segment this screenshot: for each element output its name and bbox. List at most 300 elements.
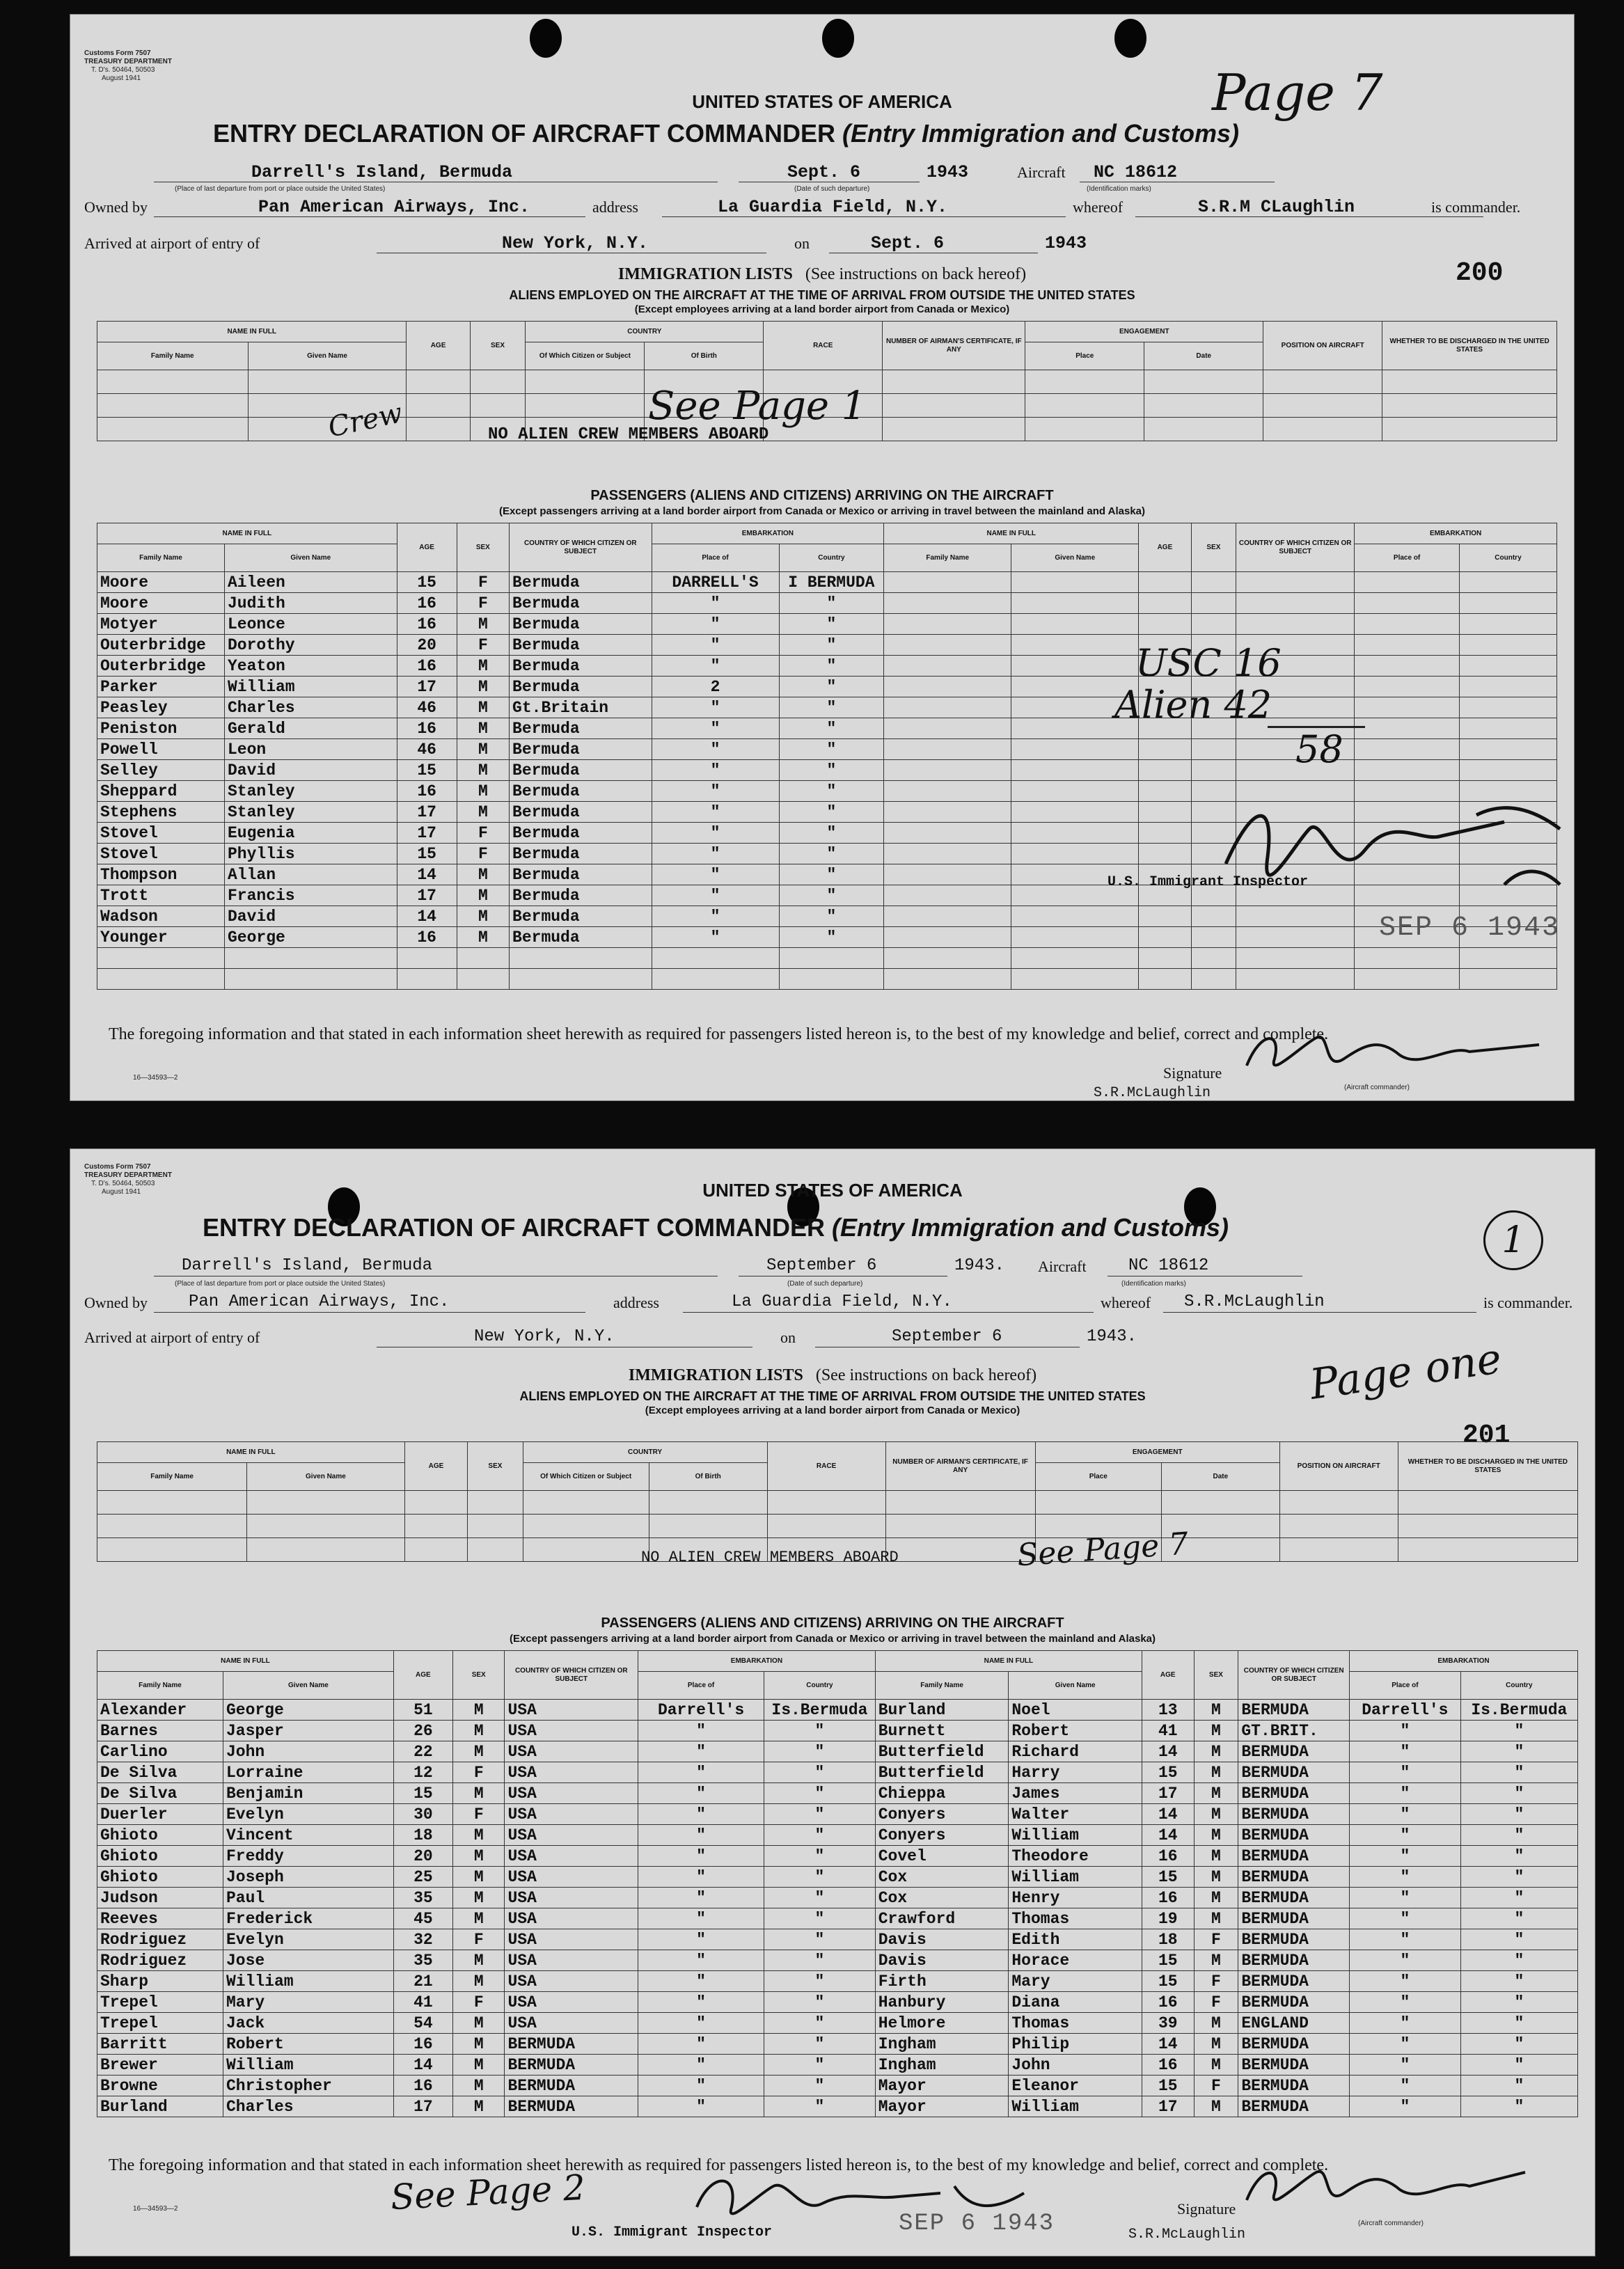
passenger-age: 20 [397,635,457,656]
passenger-family-r: Hanbury [875,1992,1009,2013]
passenger-ecountry: " [764,1846,876,1867]
passenger-age: 16 [393,2034,452,2055]
passenger-family-r: Chieppa [875,1783,1009,1804]
aliens-subtitle: (Except employees arriving at a land border airport from Canada or Mexico) [634,303,1010,315]
passenger-sex-r: M [1194,1908,1238,1929]
passenger-sex: M [457,718,509,739]
passenger-family-r [884,864,1011,885]
passenger-given-r [1011,614,1139,635]
passenger-given-r: Horace [1009,1950,1142,1971]
passenger-country-r [1236,614,1355,635]
aliens-title: ALIENS EMPLOYED ON THE AIRCRAFT AT THE TIME OF ARRIVAL FROM OUTSIDE THE UNITED STATES [519,1389,1146,1403]
crew-header-citizen: Of Which Citizen or Subject [526,342,645,370]
passenger-age: 16 [397,927,457,948]
passenger-family-r: Ingham [875,2034,1009,2055]
passenger-place: " [652,635,779,656]
passenger-family: Brewer [97,2055,223,2076]
ident-caption: (Identification marks) [1087,185,1151,193]
passenger-age: 20 [393,1846,452,1867]
passenger-given-r: Theodore [1009,1846,1142,1867]
passenger-age: 54 [393,2013,452,2034]
passenger-ecountry: " [779,718,884,739]
passenger-age-r: 16 [1142,1846,1194,1867]
crew-header-race: RACE [767,1442,885,1491]
passenger-country-r: BERMUDA [1238,1867,1350,1888]
passenger-family: Stovel [97,823,225,844]
passenger-sex: M [452,1908,505,1929]
crew-header-given: Given Name [247,1463,405,1491]
passenger-family-r: Ingham [875,2055,1009,2076]
passenger-place-r: " [1350,1804,1461,1825]
pass-header-family-r: Family Name [875,1672,1009,1700]
passenger-age-r: 16 [1142,1992,1194,2013]
passenger-country: Gt.Britain [510,697,652,718]
crew-header-position: POSITION ON AIRCRAFT [1279,1442,1398,1491]
passenger-given: Francis [224,885,397,906]
pass-header-embark: EMBARKATION [652,523,884,544]
passenger-given: Judith [224,593,397,614]
certification-text: The foregoing information and that stated in each information sheet herewith as required for passengers listed hereon is, to the best of my knowledge and belief, correct and complete. [109,2156,1329,2174]
passenger-age [397,948,457,969]
passenger-sex: F [452,1762,505,1783]
passengers-title: PASSENGERS (ALIENS AND CITIZENS) ARRIVING ON THE AIRCRAFT [601,1615,1064,1631]
form-title [203,1213,1229,1242]
passenger-place: " [638,2013,764,2034]
passenger-age: 17 [397,677,457,697]
passenger-given: Aileen [224,572,397,593]
passenger-place: " [638,1929,764,1950]
passenger-family-r [884,635,1011,656]
passenger-place [652,969,779,990]
passenger-place-r [1355,739,1460,760]
form-title-suffix: (Entry Immigration and Customs) [831,1213,1229,1242]
passenger-family-r [884,885,1011,906]
crew-header-date: Date [1144,342,1263,370]
passenger-age-r [1139,593,1191,614]
passenger-ecountry-r: " [1460,1846,1577,1867]
crew-header-cert: NUMBER OF AIRMAN'S CERTIFICATE, IF ANY [885,1442,1035,1491]
arrival-year: 1943 [1045,233,1087,253]
crew-header-country: COUNTRY [526,322,764,342]
passenger-age: 16 [397,614,457,635]
passenger-given: Jose [223,1950,393,1971]
passenger-age: 15 [393,1783,452,1804]
address-label: address [592,198,638,216]
passenger-sex-r [1191,760,1236,781]
passenger-sex-r: M [1194,1825,1238,1846]
form-date: August 1941 [102,1188,141,1196]
passenger-sex: F [457,572,509,593]
passenger-given-r: Henry [1009,1888,1142,1908]
passenger-ecountry: " [764,2034,876,2055]
crew-header-family: Family Name [97,342,249,370]
passenger-given: George [223,1700,393,1721]
passenger-age-r [1139,844,1191,864]
pass-header-name: NAME IN FULL [97,1651,394,1672]
passenger-family: Moore [97,572,225,593]
passenger-age: 16 [397,593,457,614]
passenger-place-r: " [1350,2096,1461,2117]
passenger-sex-r: F [1194,1992,1238,2013]
commander-name: S.R.McLaughlin [1184,1292,1325,1311]
passenger-country: USA [505,2013,638,2034]
pass-header-sex: SEX [457,523,509,572]
table-row [97,1908,1578,1929]
pass-header-embark-r: EMBARKATION [1350,1651,1578,1672]
passenger-age-r: 13 [1142,1700,1194,1721]
passenger-country-r: BERMUDA [1238,1804,1350,1825]
passenger-sex-r: M [1194,2096,1238,2117]
passenger-given-r: Walter [1009,1804,1142,1825]
passenger-country: USA [505,1950,638,1971]
immigration-note: (See instructions on back hereof) [805,265,1027,283]
commander-suffix: is commander. [1431,198,1521,216]
passenger-family: Carlino [97,1741,223,1762]
passenger-age-r: 15 [1142,2076,1194,2096]
passenger-ecountry: " [779,760,884,781]
tally-total: 58 [1295,727,1343,771]
certification-text: The foregoing information and that stated in each information sheet herewith as required for passengers listed hereon is, to the best of my knowledge and belief, correct and complete. [109,1025,1329,1043]
passenger-ecountry: " [779,739,884,760]
passenger-ecountry-r: " [1460,2055,1577,2076]
serial-number: 200 [1456,258,1504,288]
passenger-ecountry: " [779,593,884,614]
pass-header-ecountry-r: Country [1460,1672,1577,1700]
passenger-age: 32 [393,1929,452,1950]
passenger-given-r [1011,593,1139,614]
passenger-given-r [1011,572,1139,593]
passenger-ecountry: " [764,2076,876,2096]
table-row [97,969,1557,990]
passenger-ecountry-r: " [1460,1908,1577,1929]
passenger-sex-r: M [1194,2013,1238,2034]
passenger-age-r: 17 [1142,1783,1194,1804]
passenger-given: Charles [224,697,397,718]
passenger-sex-r: M [1194,1804,1238,1825]
passenger-given-r [1011,969,1139,990]
passenger-place: " [638,1992,764,2013]
passenger-sex: M [457,906,509,927]
passenger-family-r: Butterfield [875,1741,1009,1762]
passenger-country: USA [505,1804,638,1825]
passenger-place: " [638,1971,764,1992]
crew-header-name: NAME IN FULL [97,322,407,342]
passenger-country: USA [505,1721,638,1741]
passenger-age: 14 [393,2055,452,2076]
owner-label: Owned by [84,1294,148,1311]
ident-caption: (Identification marks) [1121,1280,1186,1288]
signature-caption: (Aircraft commander) [1358,2220,1424,2227]
passenger-ecountry-r [1459,593,1556,614]
passenger-sex: M [452,1846,505,1867]
passenger-age: 22 [393,1741,452,1762]
passenger-family: Trepel [97,2013,223,2034]
passenger-country-r: BERMUDA [1238,1741,1350,1762]
passenger-age-r: 15 [1142,1867,1194,1888]
passenger-family-r [884,677,1011,697]
table-row [97,1741,1578,1762]
passenger-ecountry-r: " [1460,1929,1577,1950]
passenger-ecountry-r: " [1460,1721,1577,1741]
passenger-sex [457,969,509,990]
passenger-sex: M [457,885,509,906]
passenger-given [224,969,397,990]
passenger-ecountry: " [779,802,884,823]
inspector-signature-scribble [1212,787,1574,926]
passenger-place: " [652,781,779,802]
departure-date-caption: (Date of such departure) [787,1280,863,1288]
passenger-sex-r [1191,593,1236,614]
table-row [97,1700,1578,1721]
passenger-place: " [638,1908,764,1929]
passenger-given: Robert [223,2034,393,2055]
passenger-place: " [638,1867,764,1888]
passenger-family: De Silva [97,1762,223,1783]
immigration-title: IMMIGRATION LISTS [617,265,793,283]
crew-header-discharge: WHETHER TO BE DISCHARGED IN THE UNITED STATES [1398,1442,1577,1491]
crew-header-race: RACE [764,322,883,370]
passenger-ecountry: " [764,2013,876,2034]
crew-header-name: NAME IN FULL [97,1442,405,1463]
passenger-country: Bermuda [510,844,652,864]
passenger-age-r [1139,614,1191,635]
table-row [97,1762,1578,1783]
passenger-ecountry-r [1459,572,1556,593]
passenger-sex: M [457,697,509,718]
table-row [97,2076,1578,2096]
passenger-sex-r [1191,969,1236,990]
passenger-family: Selley [97,760,225,781]
passenger-ecountry-r: " [1460,1783,1577,1804]
commander-signature [1240,2151,1532,2214]
passenger-place: " [638,1888,764,1908]
passenger-sex-r: M [1194,1846,1238,1867]
passenger-country: Bermuda [510,677,652,697]
passenger-given: Evelyn [223,1804,393,1825]
passenger-age-r [1139,760,1191,781]
passenger-given: Leonce [224,614,397,635]
crew-header-discharge: WHETHER TO BE DISCHARGED IN THE UNITED STATES [1382,322,1557,370]
passenger-ecountry: " [764,2096,876,2117]
passenger-age-r [1139,948,1191,969]
whereof-label: whereof [1101,1294,1151,1311]
pass-header-ecountry-r: Country [1459,544,1556,572]
table-row [97,656,1557,677]
passenger-family: Parker [97,677,225,697]
passenger-given: Benjamin [223,1783,393,1804]
crew-header-position: POSITION ON AIRCRAFT [1263,322,1382,370]
punch-hole [822,19,854,58]
table-row [97,2096,1578,2117]
form-id: Customs Form 7507 [84,1163,151,1171]
pass-header-sex: SEX [452,1651,505,1700]
passenger-country-r: BERMUDA [1238,1908,1350,1929]
passenger-country-r: BERMUDA [1238,2034,1350,2055]
passenger-ecountry: " [779,656,884,677]
passenger-age: 26 [393,1721,452,1741]
passenger-place: " [652,885,779,906]
passenger-place-r: " [1350,1846,1461,1867]
passenger-place: " [638,1950,764,1971]
passenger-age: 14 [397,906,457,927]
owner-label: Owned by [84,198,148,216]
signature-label: Signature [1163,1064,1222,1082]
passenger-age-r [1139,572,1191,593]
table-row [97,1888,1578,1908]
passenger-family-r [884,781,1011,802]
passenger-age-r: 15 [1142,1950,1194,1971]
pass-header-age-r: AGE [1139,523,1191,572]
passenger-country-r: ENGLAND [1238,2013,1350,2034]
passenger-given-r [1011,906,1139,927]
passenger-place-r: " [1350,1762,1461,1783]
address: La Guardia Field, N.Y. [718,197,948,217]
passenger-country: Bermuda [510,614,652,635]
signature-label: Signature [1177,2200,1236,2217]
passenger-place-r: " [1350,1888,1461,1908]
passenger-place: 2 [652,677,779,697]
passenger-family: Peniston [97,718,225,739]
table-row [97,1846,1578,1867]
passenger-sex: M [452,1741,505,1762]
passenger-age: 15 [397,844,457,864]
passenger-sex [457,948,509,969]
form-title-text: ENTRY DECLARATION OF AIRCRAFT COMMANDER [203,1213,825,1242]
crew-header-birth: Of Birth [645,342,764,370]
passenger-country-r: BERMUDA [1238,1929,1350,1950]
passenger-given-r: Robert [1009,1721,1142,1741]
passengers-table [97,1650,1578,2117]
passenger-family: Ghioto [97,1846,223,1867]
pass-header-age-r: AGE [1142,1651,1194,1700]
departure-year: 1943. [954,1256,1005,1275]
aircraft-label: Aircraft [1017,164,1066,181]
passenger-family: Motyer [97,614,225,635]
passenger-sex: M [452,1867,505,1888]
no-crew-text: NO ALIEN CREW MEMBERS ABOARD [641,1549,899,1566]
immigration-note: (See instructions on back hereof) [815,1366,1037,1384]
passenger-ecountry: " [779,844,884,864]
table-row [97,927,1557,948]
passenger-ecountry-r: Is.Bermuda [1460,1700,1577,1721]
immigration-title: IMMIGRATION LISTS [628,1366,803,1384]
passenger-ecountry: " [779,864,884,885]
passenger-age-r [1139,823,1191,844]
passenger-given-r [1011,802,1139,823]
passenger-given-r [1011,844,1139,864]
departure-place: Darrell's Island, Bermuda [251,162,513,182]
passenger-age-r: 15 [1142,1971,1194,1992]
table-row [97,2055,1578,2076]
arrival-year: 1943. [1087,1327,1137,1346]
passenger-age-r: 14 [1142,2034,1194,2055]
passenger-age: 16 [397,718,457,739]
passenger-place-r: " [1350,2055,1461,2076]
passenger-country: Bermuda [510,864,652,885]
passenger-family-r: Davis [875,1950,1009,1971]
passenger-family-r [884,906,1011,927]
passenger-sex-r: F [1194,1929,1238,1950]
passenger-sex: M [457,656,509,677]
passenger-place-r: " [1350,1992,1461,2013]
passenger-given-r [1011,656,1139,677]
departure-date: Sept. 6 [787,162,861,182]
pass-header-country-r: COUNTRY OF WHICH CITIZEN OR SUBJECT [1238,1651,1350,1700]
passenger-age: 16 [393,2076,452,2096]
pass-header-name: NAME IN FULL [97,523,397,544]
aircraft-id: NC 18612 [1094,162,1178,182]
passenger-place-r: " [1350,1825,1461,1846]
inspector-title: U.S. Immigrant Inspector [1107,874,1309,890]
passenger-ecountry [779,948,884,969]
passenger-family-r [884,760,1011,781]
pass-header-given-r: Given Name [1011,544,1139,572]
departure-place: Darrell's Island, Bermuda [182,1256,433,1275]
departure-year: 1943 [927,162,969,182]
passenger-given: Vincent [223,1825,393,1846]
passenger-country: USA [505,1929,638,1950]
passenger-sex-r: M [1194,1867,1238,1888]
passenger-country-r [1236,593,1355,614]
passenger-ecountry-r: " [1460,2013,1577,2034]
passenger-ecountry: I BERMUDA [779,572,884,593]
passenger-ecountry: " [764,1908,876,1929]
passenger-given [224,948,397,969]
passenger-country-r: BERMUDA [1238,1950,1350,1971]
margin-note: Crew [325,397,406,444]
passenger-age-r: 15 [1142,1762,1194,1783]
arrival-place: New York, N.Y. [474,1327,615,1346]
passenger-family: Barritt [97,2034,223,2055]
no-crew-text: NO ALIEN CREW MEMBERS ABOARD [488,425,769,444]
pass-header-country: COUNTRY OF WHICH CITIZEN OR SUBJECT [510,523,652,572]
table-row [97,948,1557,969]
passenger-given: Phyllis [224,844,397,864]
passenger-family-r [884,969,1011,990]
department: TREASURY DEPARTMENT [84,58,172,65]
page-note: Page 7 [1212,63,1383,122]
pass-header-name-r: NAME IN FULL [875,1651,1142,1672]
pass-header-given-r: Given Name [1009,1672,1142,1700]
passenger-family-r: Burland [875,1700,1009,1721]
form-date: August 1941 [102,74,141,82]
passenger-family [97,948,225,969]
passenger-given-r: John [1009,2055,1142,2076]
passenger-place-r [1355,948,1460,969]
passenger-given-r: Eleanor [1009,2076,1142,2096]
passenger-family: Stephens [97,802,225,823]
passenger-sex-r: M [1194,1700,1238,1721]
passenger-age: 46 [397,697,457,718]
table-row [97,1721,1578,1741]
entry-declaration-form-page-7 [70,14,1575,1101]
aircraft-label: Aircraft [1038,1258,1087,1275]
passenger-country-r: BERMUDA [1238,1825,1350,1846]
passenger-sex: F [452,1804,505,1825]
passenger-sex-r: M [1194,1762,1238,1783]
passenger-given: Evelyn [223,1929,393,1950]
passenger-place-r [1355,718,1460,739]
passenger-given-r [1011,948,1139,969]
arrival-date: September 6 [892,1327,1002,1346]
table-row [97,572,1557,593]
passenger-given: Mary [223,1992,393,2013]
passenger-family: Rodriguez [97,1950,223,1971]
passenger-age [397,969,457,990]
passenger-ecountry-r [1459,697,1556,718]
passenger-age: 17 [397,823,457,844]
owner: Pan American Airways, Inc. [189,1292,450,1311]
